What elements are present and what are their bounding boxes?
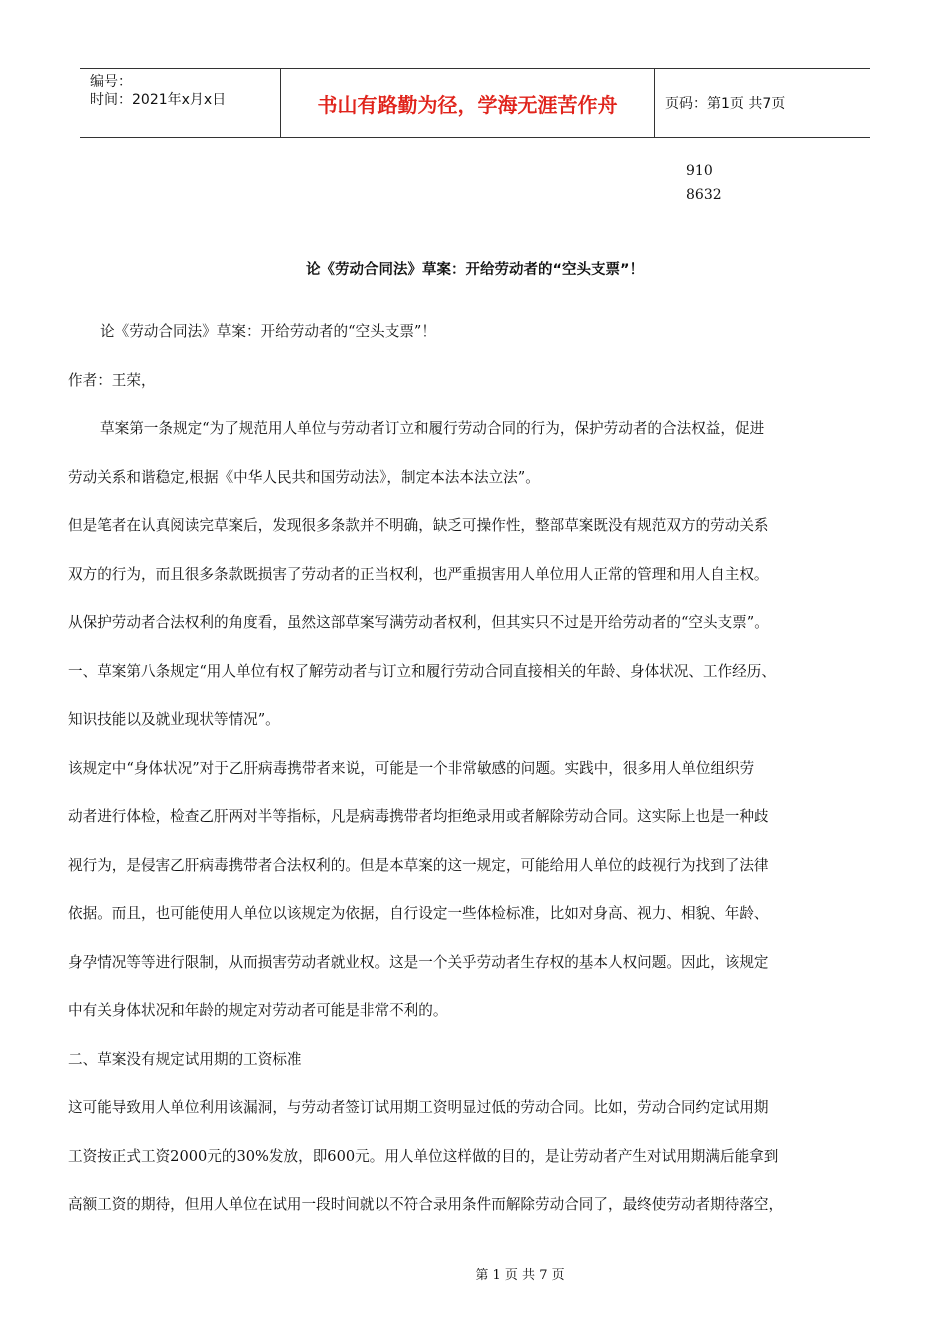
page-footer: 第 1 页 共 7 页 — [475, 1268, 565, 1283]
body-line: 从保护劳动者合法权利的角度看，虽然这部草案写满劳动者权利，但其实只不过是开给劳动者的“空头支票”。 — [68, 614, 769, 631]
motto: 书山有路勤为径，学海无涯苦作舟 — [281, 69, 655, 137]
body-line: 但是笔者在认真阅读完草案后，发现很多条款并不明确，缺乏可操作性，整部草案既没有规范双方的劳动关系 — [68, 517, 769, 534]
body-line: 动者进行体检，检查乙肝两对半等指标，凡是病毒携带者均拒绝录用或者解除劳动合同。这实际上也是一种歧 — [68, 808, 769, 825]
body-line: 一、草案第八条规定“用人单位有权了解劳动者与订立和履行劳动合同直接相关的年龄、身体状况、工作经历、 — [68, 662, 776, 680]
document-body — [68, 308, 883, 1230]
number-label: 编号： — [90, 74, 132, 90]
doc-code-1: 910 — [686, 163, 713, 179]
header-left-cell — [80, 69, 281, 137]
body-line: 依据。而且，也可能使用人单位以该规定为依据，自行设定一些体检标准，比如对身高、视力、相貌、年龄、 — [68, 905, 769, 922]
body-line: 高额工资的期待，但用人单位在试用一段时间就以不符合录用条件而解除劳动合同了，最终使劳动者期待落空， — [68, 1196, 784, 1213]
body-line: 二、草案没有规定试用期的工资标准 — [68, 1050, 302, 1068]
body-line: 草案第一条规定“为了规范用人单位与劳动者订立和履行劳动合同的行为，保护劳动者的合法权益，促进 — [100, 420, 765, 437]
body-line: 这可能导致用人单位利用该漏洞，与劳动者签订试用期工资明显过低的劳动合同。比如，劳动合同约定试用期 — [68, 1099, 769, 1116]
header-table — [80, 68, 870, 138]
body-line: 身孕情况等等进行限制，从而损害劳动者就业权。这是一个关乎劳动者生存权的基本人权问题。因此，该规定 — [68, 953, 769, 971]
body-line: 作者：王荣， — [68, 371, 156, 389]
body-line: 中有关身体状况和年龄的规定对劳动者可能是非常不利的。 — [68, 1002, 448, 1019]
document-title: 论《劳动合同法》草案：开给劳动者的“空头支票”！ — [305, 262, 645, 278]
body-line: 知识技能以及就业现状等情况”。 — [68, 711, 280, 728]
body-line: 视行为，是侵害乙肝病毒携带者合法权利的。但是本草案的这一规定，可能给用人单位的歧视行为找到了法律 — [68, 856, 769, 874]
time-label: 时间：2021年x月x日 — [90, 92, 227, 108]
body-line: 该规定中“身体状况”对于乙肝病毒携带者来说，可能是一个非常敏感的问题。实践中，很多用人单位组织劳 — [68, 759, 755, 777]
page-info: 页码：第1页 共7页 — [665, 96, 786, 112]
doc-code-2: 8632 — [686, 187, 722, 203]
body-line: 论《劳动合同法》草案：开给劳动者的“空头支票”！ — [100, 323, 436, 340]
body-line: 双方的行为，而且很多条款既损害了劳动者的正当权利，也严重损害用人单位用人正常的管理和用人自主权。 — [68, 565, 769, 583]
body-line: 劳动关系和谐稳定,根据《中华人民共和国劳动法》，制定本法本法立法”。 — [68, 468, 540, 486]
body-line: 工资按正式工资2000元的30%发放，即600元。用人单位这样做的目的，是让劳动者产生对试用期满后能拿到 — [68, 1147, 779, 1165]
